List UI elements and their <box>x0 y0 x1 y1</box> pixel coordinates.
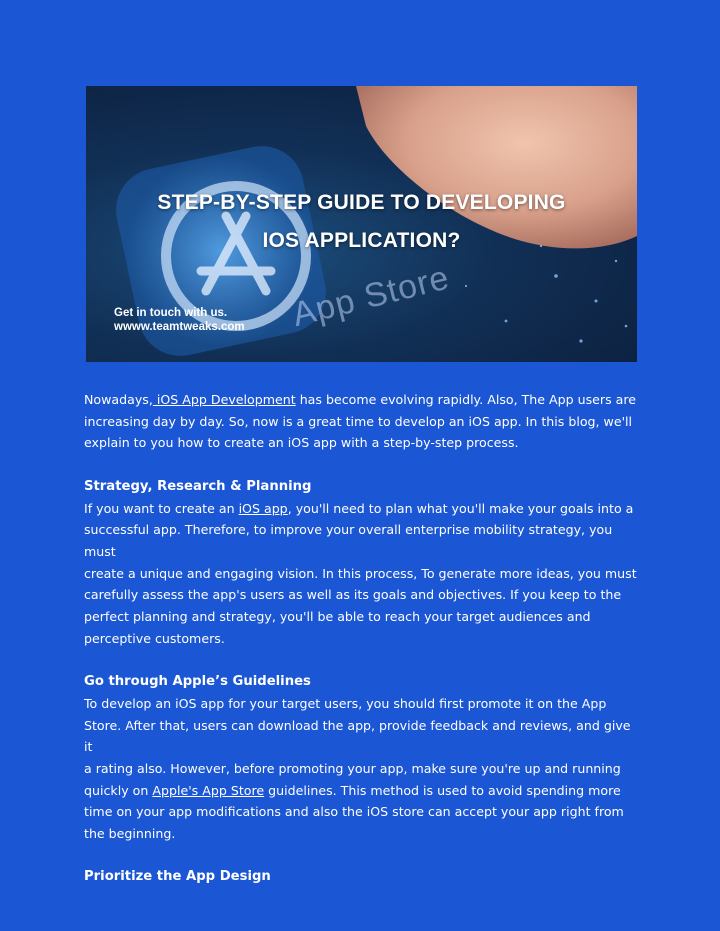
section-heading-strategy: Strategy, Research & Planning <box>84 478 312 494</box>
section-heading-guidelines: Go through Apple’s Guidelines <box>84 674 311 690</box>
hero-title-line-1: STEP-BY-STEP GUIDE TO DEVELOPING <box>157 191 566 214</box>
app-store-watermark: App Store <box>288 258 454 335</box>
section1-paragraph-line: create a unique and engaging vision. In this process, To generate more ideas, you must <box>84 565 637 581</box>
ios-app-link[interactable]: iOS app <box>238 500 288 516</box>
section1-paragraph-line: perfect planning and strategy, you'll be able to reach your target audiences and <box>84 609 591 625</box>
section1-paragraph-line: successful app. Therefore, to improve your overall enterprise mobility strategy, you must <box>84 522 613 559</box>
article-body <box>84 389 640 888</box>
intro-paragraph-line: Nowadays, iOS App Development has become evolving rapidly. Also, The App users are <box>84 392 637 407</box>
intro-paragraph-line: increasing day by day. So, now is a great time to develop an iOS app. In this blog, we'll <box>84 413 633 429</box>
hero-contact-line-1: Get in touch with us. <box>114 307 228 319</box>
section1-paragraph-line: If you want to create an iOS app, you'll need to plan what you'll make your goals into a <box>84 500 634 516</box>
sparkle-dots <box>465 245 627 343</box>
hero-contact-website: wwww.teamtweaks.com <box>114 321 245 333</box>
section2-paragraph-line: To develop an iOS app for your target users, you should first promote it on the App <box>84 695 607 711</box>
section-heading-design: Prioritize the App Design <box>84 869 271 885</box>
apple-app-store-link[interactable]: Apple's App Store <box>152 782 265 798</box>
section2-paragraph-line: a rating also. However, before promoting your app, make sure you're up and running <box>84 760 621 776</box>
hero-title-line-2: IOS APPLICATION? <box>262 229 461 252</box>
section2-paragraph-line: time on your app modifications and also the iOS store can accept your app right from <box>84 804 624 820</box>
section2-paragraph-line: the beginning. <box>84 826 176 842</box>
section2-paragraph-line: Store. After that, users can download the app, provide feedback and reviews, and give it <box>84 717 631 755</box>
section1-paragraph-line: carefully assess the app's users as well as its goals and objectives. If you keep to the <box>84 587 622 603</box>
ios-app-development-link[interactable]: iOS App Development <box>152 392 296 407</box>
intro-paragraph-line: explain to you how to create an iOS app with a step-by-step process. <box>84 435 519 451</box>
section1-paragraph-line: perceptive customers. <box>84 630 225 646</box>
section2-paragraph-line: quickly on Apple's App Store guidelines. This method is used to avoid spending more <box>84 782 621 798</box>
hero-banner-image <box>86 86 637 362</box>
